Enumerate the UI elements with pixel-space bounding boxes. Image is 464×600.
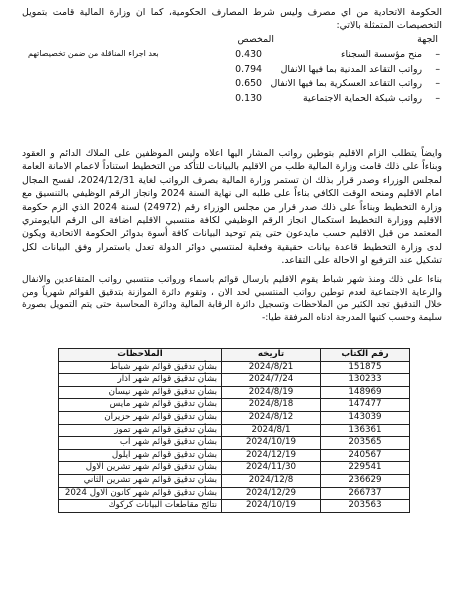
allocation-entity: رواتب شبكة الحماية الاجتماعية	[302, 92, 422, 104]
allocation-amount: 0.794	[235, 63, 262, 75]
table-row	[59, 361, 410, 374]
letter-date: 2024/10/19	[222, 437, 321, 450]
letter-note: بشأن تدقيق قوائم شهر تشرين الاول	[59, 462, 222, 475]
letter-note: بشأن تدقيق قوائم شهر تموز	[59, 424, 222, 437]
table-row	[59, 374, 410, 387]
letter-date: 2024/10/19	[222, 500, 321, 513]
allocation-header	[28, 34, 442, 48]
letter-number: 130233	[321, 374, 410, 387]
table-row	[59, 399, 410, 412]
letter-note: بشأن تدقيق قوائم شهر كانون الاول 2024	[59, 487, 222, 500]
letter-date: 2024/8/1	[222, 424, 321, 437]
letter-note: بشأن تدقيق قوائم شهر حزيران	[59, 411, 222, 424]
col-header-letter-number: رقم الكتاب	[321, 349, 410, 362]
letter-note: نتائج مقاطعات البيانات كركوك	[59, 500, 222, 513]
letter-note: بشأن تدقيق قوائم شهر شباط	[59, 361, 222, 374]
col-header-date: تاريخه	[222, 349, 321, 362]
letter-note: بشأن تدقيق قوائم شهر آذار	[59, 374, 222, 387]
letter-note: بشأن تدقيق قوائم شهر ايلول	[59, 449, 222, 462]
allocation-bullet: –	[435, 78, 440, 89]
letter-number: 203565	[321, 437, 410, 450]
allocation-entity: رواتب التقاعد العسكرية بما فيها الانفال	[270, 78, 422, 89]
letter-note: بشأن تدقيق قوائم شهر مايس	[59, 399, 222, 412]
table-row	[59, 487, 410, 500]
allocation-row	[28, 78, 442, 92]
letter-number: 266737	[321, 487, 410, 500]
allocation-amount: 0.650	[235, 78, 262, 89]
allocation-row	[28, 49, 442, 63]
letter-date: 2024/11/30	[222, 462, 321, 475]
letter-date: 2024/8/12	[222, 411, 321, 424]
body-paragraph-2: وايضاً يتطلب الزام الاقليم بتوطين رواتب المشار اليها اعلاه وليس الموظفين على الملاك الدائم و العقود وبناءاً على ذلك قامت وزارة المالية طلب من الاقليم بالبيانات للتأكد من التخطيط استناداً لاعمام الامانة العامة لمجلس الوزراء وصدر قرار بذلك ان تستمر وزارة المالية بصرف الرواتب لغاية 2024/12/31، لفسح المجال امام الاقليم ومنحه الوقت الكافي بناءاً على طلبه الى نهاية السنة 2024 وانجاز الرقم الوظيفي بالتنسيق مع وزارة التخطيط وبناءاً على ذلك صدر قرار من مجلس الوزراء رقم (24972) لسنة 2024 الذي الزم حكومة الاقليم ووزارة التخطيط استكمال انجاز الرقم الوظيفي لكافة منتسبي الاقليم اضافة الى الرقم البايومتري المعتمد من قبل الاقليم حسب مايدعون حتى يتم توحيد البيانات كافة أسوة بدوائر الحكومة الاتحادية ويكون لدى وزارة التخطيط قاعدة بيانات حقيقية وفعلية لمنتسبي دوائر الدولة تعدل باستمرار وفق البيانات لكل تشكيل عند الترفيع او الاحالة على التقاعد.	[22, 148, 442, 267]
allocation-amount: 0.130	[235, 92, 262, 104]
allocation-amount: 0.430	[235, 49, 262, 60]
allocation-note: بعد اجراء المناقلة من ضمن تخصيصاتهم	[28, 49, 159, 58]
letter-note: بشأن تدقيق قوائم شهر آب	[59, 437, 222, 450]
allocation-bullet: –	[435, 92, 440, 104]
table-row	[59, 474, 410, 487]
allocation-row	[28, 64, 442, 78]
allocation-row	[28, 93, 442, 107]
table-row	[59, 437, 410, 450]
letter-number: 143039	[321, 411, 410, 424]
table-row	[59, 462, 410, 475]
letter-number: 240567	[321, 449, 410, 462]
table-row	[59, 424, 410, 437]
body-paragraph-3: بناءا على ذلك ومنذ شهر شباط يقوم الاقليم بارسال قوائم باسماء ورواتب منتسبي رواتب المتقاعدين والانفال والرعاية الاجتماعية لعدم توطين رواتب المنتسبي لحد الان ، وتقوم دائرة الموازنة بتدقيق القوائم شهرياً ومن خلال التدقيق تجد الكثير من الملاحظات وتسجيل دائرة الرقابة المالية ودائرة المحاسبة حتى يتم التمويل بصورة سليمة وحسب كتبها المدرجة ادناه المرفقة طيا:-	[22, 275, 442, 323]
letter-number: 148969	[321, 386, 410, 399]
allocation-entity-heading: الجهة	[417, 34, 438, 45]
letter-date: 2024/8/18	[222, 399, 321, 412]
table-row	[59, 449, 410, 462]
intro-paragraph: الحكومة الاتحادية من اي مصرف وليس شرط المصارف الحكومية، كما ان وزارة المالية قامت بتمويل التخصيصات المتمثلة بالاتي:	[22, 7, 442, 32]
allocation-bullet: –	[435, 49, 440, 60]
allocation-entity: منح مؤسسة السجناء	[341, 49, 422, 60]
letter-date: 2024/12/19	[222, 449, 321, 462]
letter-date: 2024/7/24	[222, 374, 321, 387]
table-row	[59, 500, 410, 513]
letter-date: 2024/8/19	[222, 386, 321, 399]
allocation-amount-heading: المخصص	[237, 34, 274, 45]
letter-number: 151875	[321, 361, 410, 374]
letter-number: 236629	[321, 474, 410, 487]
table-header-row	[59, 349, 410, 362]
table-row	[59, 386, 410, 399]
table-row	[59, 411, 410, 424]
letter-number: 147477	[321, 399, 410, 412]
letters-table	[58, 348, 410, 513]
letter-note: بشأن تدقيق قوائم شهر تشرين الثاني	[59, 474, 222, 487]
allocation-entity: رواتب التقاعد المدنية بما فيها الانفال	[280, 63, 422, 75]
col-header-notes: الملاحظات	[59, 349, 222, 362]
allocation-list	[28, 32, 442, 132]
allocation-bullet: –	[435, 63, 440, 75]
letter-number: 203563	[321, 500, 410, 513]
letter-number: 136361	[321, 424, 410, 437]
letter-date: 2024/8/21	[222, 361, 321, 374]
letter-date: 2024/12/8	[222, 474, 321, 487]
letter-note: بشأن تدقيق قوائم شهر نيسان	[59, 386, 222, 399]
letter-date: 2024/12/29	[222, 487, 321, 500]
letter-number: 229541	[321, 462, 410, 475]
